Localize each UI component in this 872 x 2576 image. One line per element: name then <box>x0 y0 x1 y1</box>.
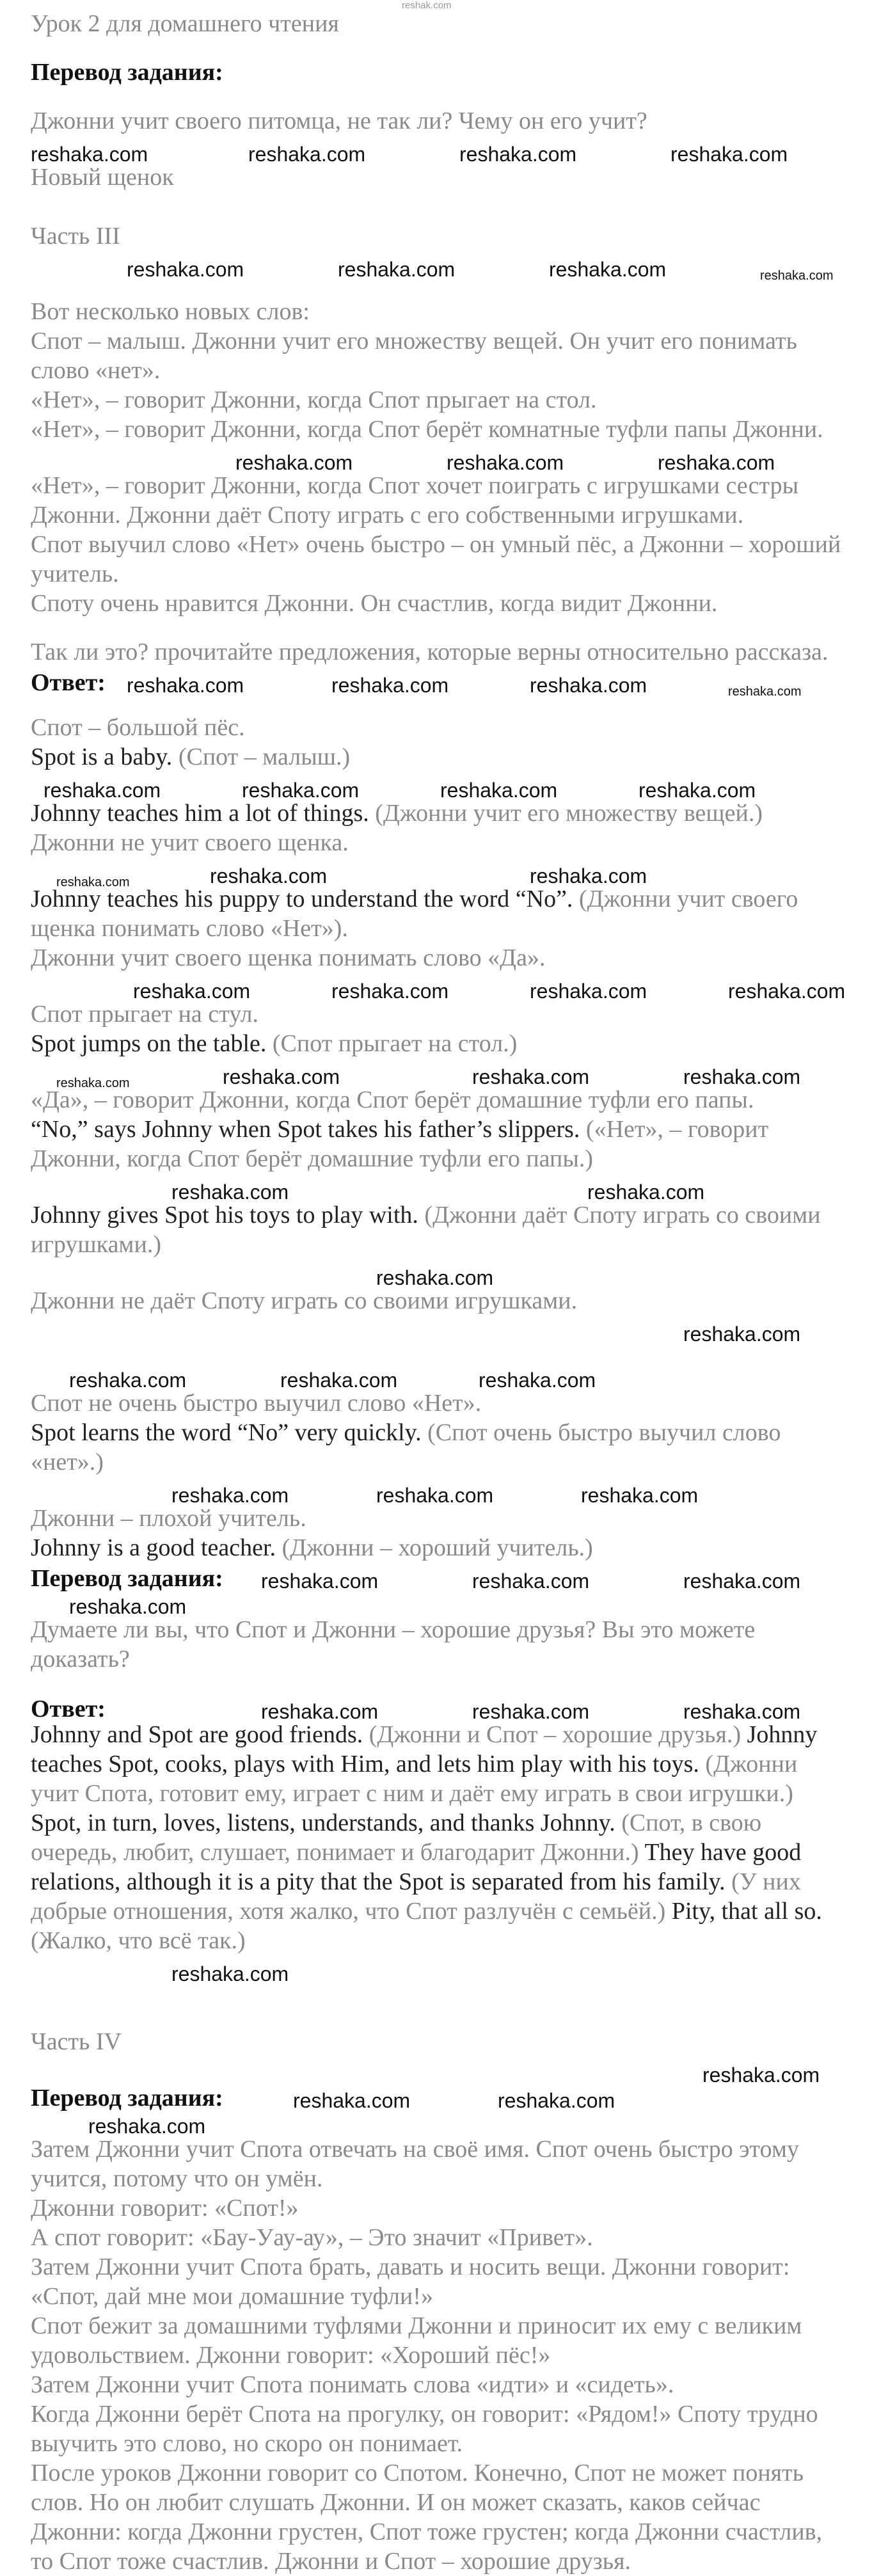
answer-translation: (Джонни учит Спота, готовит ему, играет с ним и даёт ему играть в свои игрушки.) <box>31 1751 798 1807</box>
story-paragraph: Спот – малыш. Джонни учит его множеству вещей. Он учит его понимать слово «нет». <box>31 328 797 384</box>
part-3-title: Часть III <box>31 223 120 250</box>
part-4-title: Часть IV <box>31 2028 122 2055</box>
answer-translation: (Жалко, что всё так.) <box>31 1927 246 1954</box>
answer-translation: (У них добрые отношения, хотя жалко, что Спот разлучён с семьёй.) <box>31 1868 801 1925</box>
watermark: reshaka.com <box>280 1369 398 1392</box>
watermark: reshaka.com <box>171 1962 289 1985</box>
answer-translation: (Джонни учит его множеству вещей.) <box>375 800 763 827</box>
answer-en: Johnny and Spot are good friends. <box>31 1721 363 1748</box>
answer-en: Pity, that all so. <box>671 1898 822 1925</box>
watermark: reshaka.com <box>171 1181 289 1204</box>
watermark: reshaka.com <box>44 779 161 802</box>
answer-header: Ответ: <box>31 669 106 696</box>
watermark-row <box>31 137 850 166</box>
story-paragraph: Споту очень нравится Джонни. Он счастлив, когда видит Джонни. <box>31 590 718 617</box>
part-4-paragraph: После уроков Джонни говорит со Спотом. Конечно, Спот не может понять слов. Но он любит слушать Джонни. И он может сказать, каков сейчас Джонни: когда Джонни грустен, Спот тоже грустен; когда Джонни счастлив, то Спот тоже счастлив. Джонни и Спот – хорошие друзья. <box>31 2460 823 2575</box>
lesson-title: Урок 2 для домашнего чтения <box>31 10 339 37</box>
watermark-row <box>31 974 850 1003</box>
watermark: reshaka.com <box>530 864 647 887</box>
watermark-row <box>31 773 850 802</box>
watermark: reshaka.com <box>133 980 251 1003</box>
watermark: reshaka.com <box>56 875 130 889</box>
statement-answer <box>31 742 850 772</box>
statement-answer <box>31 1029 850 1058</box>
answer-en: Spot learns the word “No” very quickly. <box>31 1419 422 1446</box>
answer-en: Johnny is a good teacher. <box>31 1534 276 1561</box>
watermark: reshaka.com <box>223 1065 340 1088</box>
statement-answer <box>31 1115 850 1173</box>
watermark: reshaka.com <box>56 1076 130 1090</box>
watermark: reshaka.com <box>498 2089 615 2112</box>
part-4-paragraph: А спот говорит: «Бау-Уау-ау», – Это значит «Привет». <box>31 2224 593 2251</box>
watermark: reshaka.com <box>658 451 775 474</box>
friends-question: Думаете ли вы, что Спот и Джонни – хорошие друзья? Вы это можете доказать? <box>31 1616 756 1673</box>
watermark: reshaka.com <box>127 258 244 281</box>
watermark: reshaka.com <box>261 1570 379 1593</box>
part-4-paragraph: Затем Джонни учит Спота отвечать на своё имя. Спот очень быстро этому учится, потому что он умён. <box>31 2136 799 2192</box>
story-paragraph: Спот выучил слово «Нет» очень быстро – он умный пёс, а Джонни – хороший учитель. <box>31 531 841 587</box>
answer-en: They have good relations, although it is a pity that the Spot is separated from his family. <box>31 1839 802 1895</box>
watermark: reshaka.com <box>702 2063 820 2087</box>
watermark: reshaka.com <box>293 2089 411 2112</box>
answer-en: Johnny teaches him a lot of things. <box>31 800 369 827</box>
watermark: reshaka.com <box>670 143 788 166</box>
answer-translation: (Джонни и Спот – хорошие друзья.) <box>369 1721 741 1748</box>
site-url: reshak.com <box>402 0 452 11</box>
watermark: reshaka.com <box>210 864 328 887</box>
statement-answer <box>31 884 850 943</box>
answer-translation: (Джонни учит своего щенка понимать слово «Нет»). <box>31 886 798 942</box>
watermark: reshaka.com <box>261 1700 379 1723</box>
watermark: reshaka.com <box>447 451 564 474</box>
answer-translation: («Нет», – говорит Джонни, когда Спот берёт домашние туфли его папы.) <box>31 1116 769 1172</box>
story-paragraph: «Нет», – говорит Джонни, когда Спот хочет поиграть с игрушками сестры Джонни. Джонни даёт Споту играть с его собственными игрушками. <box>31 472 799 529</box>
watermark: reshaka.com <box>69 1595 187 1618</box>
answer-en: Spot is a baby. <box>31 743 173 770</box>
watermark-row <box>31 1564 850 1593</box>
watermark: reshaka.com <box>331 674 449 697</box>
watermark: reshaka.com <box>728 980 846 1003</box>
watermark: reshaka.com <box>530 674 647 697</box>
true-false-question: Так ли это? прочитайте предложения, которые верны относительно рассказа. <box>31 639 828 665</box>
watermark-row <box>31 2058 850 2087</box>
answer-translation: (Джонни даёт Споту играть со своими игрушками.) <box>31 1202 821 1258</box>
watermark: reshaka.com <box>683 1700 801 1723</box>
part-4-paragraph: Затем Джонни учит Спота брать, давать и носить вещи. Джонни говорит: «Спот, дай мне мои домашние туфли!» <box>31 2254 790 2310</box>
watermark: reshaka.com <box>235 451 353 474</box>
statement-answer <box>31 1200 850 1259</box>
answer-translation: (Спот, в свою очередь, любит, слушает, понимает и благодарит Джонни.) <box>31 1809 762 1866</box>
task-header: Перевод задания: <box>31 59 223 86</box>
watermark: reshaka.com <box>530 980 647 1003</box>
watermark: reshaka.com <box>728 685 802 699</box>
intro-question: Джонни учит своего питомца, не так ли? Чему он его учит? <box>31 107 647 134</box>
watermark: reshaka.com <box>683 1065 801 1088</box>
watermark: reshaka.com <box>472 1065 590 1088</box>
watermark-row <box>31 1060 850 1090</box>
watermark-row <box>31 1363 850 1392</box>
watermark: reshaka.com <box>683 1323 801 1346</box>
statement-ru: «Да», – говорит Джонни, когда Спот берёт домашние туфли его папы. <box>31 1086 754 1113</box>
watermark-row <box>31 859 850 889</box>
statement-answer <box>31 1533 850 1562</box>
watermark: reshaka.com <box>248 143 366 166</box>
answer-en: Spot, in turn, loves, listens, understands, and thanks Johnny. <box>31 1809 615 1836</box>
watermark-row <box>31 668 850 699</box>
part-4-paragraph: Затем Джонни учит Спота понимать слова «идти» и «сидеть». <box>31 2371 674 2398</box>
new-words-label: Вот несколько новых слов: <box>31 298 310 325</box>
answer-en: Spot jumps on the table. <box>31 1030 267 1057</box>
statement-ru: Джонни – плохой учитель. <box>31 1505 306 1532</box>
watermark: reshaka.com <box>683 1570 801 1593</box>
watermark-row <box>31 1589 850 1618</box>
watermark: reshaka.com <box>338 258 456 281</box>
watermark: reshaka.com <box>69 1369 187 1392</box>
watermark-row <box>31 1957 850 1985</box>
watermark-row <box>31 1175 850 1204</box>
watermark: reshaka.com <box>479 1369 596 1392</box>
watermark: reshaka.com <box>331 980 449 1003</box>
answer-translation: (Спот очень быстро выучил слово «нет».) <box>31 1419 781 1475</box>
part-4-paragraph: Когда Джонни берёт Спота на прогулку, он говорит: «Рядом!» Споту трудно выучить это слово, но скоро он понимает. <box>31 2401 818 2457</box>
watermark-row <box>31 1260 850 1289</box>
watermark: reshaka.com <box>376 1484 494 1507</box>
watermark: reshaka.com <box>472 1570 590 1593</box>
story-paragraph: «Нет», – говорит Джонни, когда Спот берёт комнатные туфли папы Джонни. <box>31 416 823 443</box>
watermark: reshaka.com <box>440 779 558 802</box>
watermark: reshaka.com <box>760 269 834 283</box>
task-header-2: Перевод задания: <box>31 1565 223 1592</box>
story-paragraph: «Нет», – говорит Джонни, когда Спот прыгает на стол. <box>31 386 597 413</box>
watermark: reshaka.com <box>88 2115 206 2138</box>
watermark: reshaka.com <box>376 1266 494 1289</box>
answer-translation: (Спот прыгает на стол.) <box>272 1030 518 1057</box>
statement-ru: Спот прыгает на стул. <box>31 1001 259 1028</box>
answer-en: “No,” says Johnny when Spot takes his father’s slippers. <box>31 1116 580 1143</box>
watermark-row <box>31 252 850 283</box>
statement-answer <box>31 1418 850 1477</box>
watermark: reshaka.com <box>472 1700 590 1723</box>
friends-answer <box>31 1720 850 1955</box>
part-4-paragraph: Спот бежит за домашними туфлями Джонни и приносит их ему с великим удовольствием. Джонни говорит: «Хороший пёс!» <box>31 2312 802 2369</box>
watermark-row <box>31 1478 850 1507</box>
part-4-paragraph: Джонни говорит: «Спот!» <box>31 2195 299 2222</box>
answer-header-2: Ответ: <box>31 1696 106 1722</box>
answer-en: Johnny gives Spot his toys to play with. <box>31 1202 418 1228</box>
watermark-row <box>31 445 850 474</box>
watermark-row <box>31 1694 850 1723</box>
watermark: reshaka.com <box>459 143 577 166</box>
statement-ru: Джонни не даёт Споту играть со своими игрушками. <box>31 1287 578 1314</box>
statement-ru: Спот – большой пёс. <box>31 714 245 741</box>
watermark: reshaka.com <box>581 1484 699 1507</box>
watermark: reshaka.com <box>638 779 756 802</box>
task-header-3: Перевод задания: <box>31 2085 223 2111</box>
answer-en: Johnny teaches Spot, cooks, plays with Him, and lets him play with his toys. <box>31 1721 818 1777</box>
watermark-row <box>31 2083 850 2112</box>
watermark: reshaka.com <box>549 258 667 281</box>
watermark: reshaka.com <box>171 1484 289 1507</box>
watermark: reshaka.com <box>31 143 148 166</box>
watermark-row <box>31 1317 850 1346</box>
watermark: reshaka.com <box>587 1181 705 1204</box>
statement-ru: Джонни не учит своего щенка. <box>31 829 349 856</box>
watermark: reshaka.com <box>127 674 244 697</box>
document <box>31 9 850 2576</box>
story-title: Новый щенок <box>31 164 174 191</box>
statement-ru: Джонни учит своего щенка понимать слово «Да». <box>31 944 546 971</box>
watermark: reshaka.com <box>242 779 360 802</box>
answer-translation: (Спот – малыш.) <box>178 743 351 770</box>
watermark-row <box>31 2109 850 2138</box>
statement-ru: Спот не очень быстро выучил слово «Нет». <box>31 1390 482 1417</box>
answer-translation: (Джонни – хороший учитель.) <box>281 1534 593 1561</box>
answer-en: Johnny teaches his puppy to understand the word “No”. <box>31 886 573 912</box>
